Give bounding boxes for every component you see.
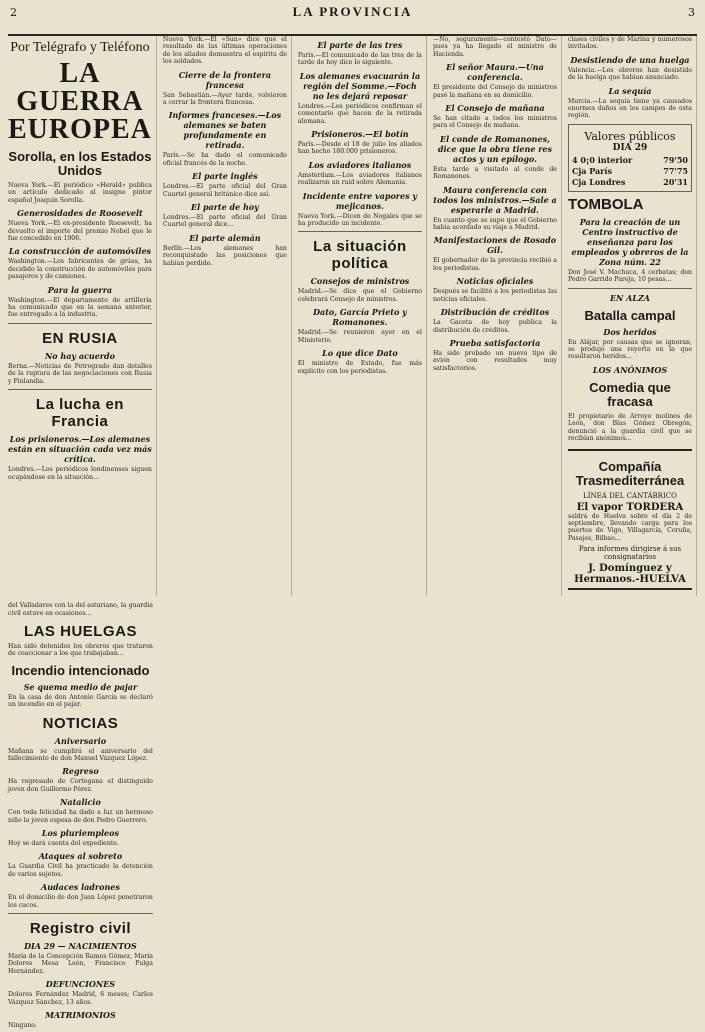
article-body: Nueva York.—El ex-presidente Roosevelt, ha devuelto el importe del premio Nobel que le fue concedido en 1906. xyxy=(8,220,152,243)
divider xyxy=(8,323,152,324)
column-5 xyxy=(568,36,697,596)
article-subhead: La sequía xyxy=(608,85,652,96)
article-subhead: Manifestaciones de Rosado Gil. xyxy=(433,235,557,256)
article-body: En la casa de don Antonio García se declaró un incendio en el pajar. xyxy=(8,693,153,709)
article-body: El propietario de Arroyo molinos de León, don Blas Gómez Obregón, denunció a la guardia civil que se recibían anónimos... xyxy=(567,412,692,443)
ad-company: Compañía Trasmediterránea xyxy=(575,458,685,488)
article-subhead: Se quema medio de pajar xyxy=(23,681,138,692)
article-body: Londres.—Los periódicos confirman el comentario que hacen de la retirada alemana. xyxy=(297,102,422,125)
section-heading: La situación política xyxy=(313,238,407,273)
article-body: Valencia.—Los obreros han desistido de la huelga que habían anunciado. xyxy=(567,66,692,82)
article-subhead: El señor Maura.—Una conferencia. xyxy=(446,62,544,83)
article-body: —No, seguramente—contestó Dato—pues ya ha llegado el ministro de Hacienda. xyxy=(432,36,557,58)
article-subhead: Para la guerra xyxy=(47,284,113,295)
article-body: Washington.—Los fabricantes de grúas, ha decidido la construcción de automóviles para pasajeros y de camiones. xyxy=(8,258,152,281)
article-subhead: Ataques al sobreto xyxy=(38,851,123,862)
valores-title: Valores públicos xyxy=(584,129,676,143)
article-body: Han sido detenidos los obreros que trataron de coaccionar a los que trabajaban... xyxy=(8,642,153,658)
newspaper-title: LA PROVINCIA xyxy=(292,4,413,19)
valores-label: Cja Londres xyxy=(571,176,626,187)
article-subhead: Natalicio xyxy=(60,797,101,808)
article-subhead: Cierre de la frontera francesa xyxy=(178,69,272,90)
article-body: París.—Se ha dado el comunicado oficial francés de la noche. xyxy=(162,152,287,167)
article-body: El ministro de Estado, fue más explícito con los periodistas. xyxy=(297,360,422,375)
article-body: Ha sido probado un nuevo tipo de avión con resultados muy satisfactorios. xyxy=(432,349,557,372)
article-subhead: Incidente entre vapores y mejicanos. xyxy=(302,190,418,211)
section-label: LOS ANÓNIMOS xyxy=(592,364,668,375)
article-body: La Gaceta de hoy publica la distribución de créditos. xyxy=(432,319,557,334)
article-subhead: El conde de Romanones, dice que la obra tiene res actos y un epílogo. xyxy=(437,133,552,164)
article-body: Berna.—Noticias de Petrogrado dan detalles de la ruptura de las negociaciones con Rusia y Finlandia. xyxy=(8,362,152,385)
article-body: del Valladares con la del asturiano, la guardia civil estuvo en ocasiones... xyxy=(8,602,153,617)
article-body: En cuanto que se supo que el Gobierno había acordado su viaje a Madrid. xyxy=(432,216,557,232)
article-subhead: MATRIMONIOS xyxy=(45,1010,116,1021)
section-heading: La lucha en Francia xyxy=(35,396,124,431)
article-subhead: Los alemanes evacuarán la región del Somme.—Foch no les dejará reposar xyxy=(299,70,421,101)
article-subhead: El parte de las tres xyxy=(317,40,403,50)
article-subhead: Los pluriempleos xyxy=(41,828,119,838)
article-subhead: Dato, García Prieto y Romanones. xyxy=(313,307,407,328)
valores-row xyxy=(572,155,688,165)
kicker: Por Telégrafo y Teléfono xyxy=(10,40,150,55)
article-subhead: Distribución de créditos xyxy=(440,307,550,318)
article-body: Dolores Fernández Madrid, 6 meses; Carlos Vázquez Sánchez, 13 años. xyxy=(8,991,153,1006)
valores-row xyxy=(572,166,688,176)
article-subhead: El parte de hoy xyxy=(191,202,259,213)
article-subhead: Generosidades de Roosevelt xyxy=(17,208,143,219)
section-heading: Registro civil xyxy=(29,920,132,938)
divider xyxy=(8,913,153,914)
divider xyxy=(8,389,152,390)
article-subhead: Aniversario xyxy=(54,735,107,746)
article-subhead: Dos heridos xyxy=(603,326,657,337)
article-subhead: El parte alemán xyxy=(189,232,261,243)
article-body: París.—El comunicado de las tres de la tarde de hoy dice lo siguiente. xyxy=(297,52,422,67)
article-subhead: Lo que dice Dato xyxy=(322,348,398,359)
ad-consignee: J. Domínguez y Hermanos.-HUELVA xyxy=(574,563,686,586)
article-body: Después se facilitó a los periodistas las noticias oficiales. xyxy=(432,288,557,303)
section-heading: EN RUSIA xyxy=(42,329,118,347)
column-1 xyxy=(8,36,157,596)
article-body: El presidente del Consejo de ministros pasó la mañana en su domicilio. xyxy=(432,84,557,99)
article-subhead: Informes franceses.—Los alemanes se baten profundamente en retirada. xyxy=(168,110,282,151)
article-subhead: DEFUNCIONES xyxy=(45,979,116,990)
tombola-subtitle: Para la creación de un Centro instructivo de enseñanza para los empleados y obreros de la Zona núm. 22 xyxy=(571,216,689,267)
ad-vessel: El vapor TORDERA xyxy=(576,501,684,513)
article-subhead: DIA 29 — NACIMIENTOS xyxy=(24,941,137,952)
article-body: San Sebastián.—Ayer tarde, volvieron a cerrar la frontera francesa. xyxy=(162,91,287,107)
article-body: Londres.—El parte oficial del Gran Cuartel general dice... xyxy=(162,214,287,229)
article-subhead: Prisioneros.—El botín xyxy=(311,129,409,140)
valores-row xyxy=(572,177,688,187)
column-4 xyxy=(433,36,562,596)
article-body: Madrid.—Se reunieron ayer en el Ministerio. xyxy=(297,329,422,344)
article-subhead: Prueba satisfactoria xyxy=(449,337,541,348)
tombola-title: TOMBOLA xyxy=(567,195,644,213)
valores-box xyxy=(568,124,692,192)
article-body: Nueva York.—Dicen de Nogales que se ha producido un incidente. xyxy=(297,212,422,228)
divider xyxy=(298,231,422,232)
ad-body: saldrá de Huelva sobre el día 2 de septiembre, llevando carga para los puertos de Vigo, Villagarcía, Coruña, Pasajes, Bilbao... xyxy=(567,512,692,542)
article-body: Londres.—El parte oficial del Gran Cuartel general británico dice así. xyxy=(162,183,287,198)
article-headline: Incendio intencionado xyxy=(11,662,150,678)
article-body: En Alájar, por causas que se ignoran, se produjo una reyerta en la que resultaron heridos... xyxy=(567,338,692,361)
valores-label: 4 0¡0 interior xyxy=(571,154,633,165)
shipping-ad xyxy=(568,449,692,591)
article-subhead: Audaces ladrones xyxy=(41,882,120,893)
article-subhead: Los prisioneros.—Los alemanes están en situación cada vez más crítica. xyxy=(8,434,152,465)
valores-value: 20'31 xyxy=(663,176,688,187)
article-headline: Batalla campal xyxy=(584,307,676,323)
article-body: Se han citado a todos los ministros para el Consejo de mañana. xyxy=(432,115,557,130)
article-body: En el domicilio de don Juan López penetraron los cacos. xyxy=(8,894,153,909)
section-heading: NOTICIAS xyxy=(42,714,119,732)
valores-value: 77'75 xyxy=(663,165,688,176)
article-subhead: Consejos de ministros xyxy=(310,276,410,287)
article-subhead: El Consejo de mañana xyxy=(445,103,545,114)
article-body: Ninguno. xyxy=(8,1022,37,1030)
article-body: Madrid.—Se dice que el Gobierno celebrará Consejo de ministros. xyxy=(297,288,422,303)
article-body: Con toda felicidad ha dado a luz un hermoso niño la joven esposa de don Pedro Guerrero. xyxy=(8,809,153,824)
article-body: Nueva York.—El periódico «Herald» publica un artículo dedicado al insigne pintor español Joaquín Sorolla. xyxy=(8,182,152,204)
article-body: La Guardia Civil ha practicado la detención de varios sujetos. xyxy=(8,863,153,878)
article-subhead: Noticias oficiales xyxy=(456,276,534,287)
page-number-right: 3 xyxy=(688,6,695,19)
tombola-body: Don José V. Machuca, 4 cerbatas; don Pedro Garrido Pareja, 10 pesas... xyxy=(567,268,692,284)
masthead xyxy=(8,4,697,36)
article-body: Ha regresado de Cortegana el distinguido joven don Guillermo Pérez. xyxy=(8,778,153,793)
article-body: Hoy se dará cuenta del expediente. xyxy=(8,840,119,847)
article-subhead: No hay acuerdo xyxy=(44,350,115,361)
article-body: Esta tarde a visitado al conde de Romanones. xyxy=(432,165,557,181)
article-subhead: Maura conferencia con todos los ministros.—Sale a esperarle a Madrid. xyxy=(433,184,557,215)
article-body: Mañana se cumplirá el aniversario del fallecimiento de don Manuel Vázquez López. xyxy=(8,747,153,762)
article-body: Washington.—El departamento de artillería ha comunicado que en la semana anterior, fue entregado a la industria. xyxy=(8,296,152,319)
valores-label: Cja París xyxy=(571,165,612,176)
article-body: El gobernador de la provincia recibió a los periodistas. xyxy=(432,257,557,272)
divider xyxy=(568,288,692,289)
article-subhead: Desistiendo de una huelga xyxy=(570,54,690,65)
section-heading: LAS HUELGAS xyxy=(23,622,137,640)
article-subhead: La construcción de automóviles xyxy=(8,246,152,257)
article-headline: Sorolla, en los Estados Unidos xyxy=(8,149,152,178)
ad-line: LÍNEA DEL CANTÁBRICO xyxy=(583,491,677,500)
article-body: Berlín.—Los alemanes han reconquistado las posiciones que habían perdido. xyxy=(162,244,287,267)
valores-value: 79'50 xyxy=(663,154,688,165)
article-subhead: Regreso xyxy=(62,766,99,777)
article-body: Nueva York.—El «Sun» dice que el resultado de las últimas operaciones de los aliados demuestra el espíritu de los soldados. xyxy=(162,36,287,66)
column-3 xyxy=(298,36,427,596)
article-subhead: El parte inglés xyxy=(192,171,258,182)
article-headline: Comedia que fracasa xyxy=(589,379,671,409)
article-body: María de la Concepción Ramos Gómez, María Dolores Mesa León, Francisco Pulga Hernández. xyxy=(8,953,153,975)
column-6 xyxy=(8,602,157,1032)
article-body: clases civiles y de Marina y numerosos invitados. xyxy=(567,36,692,51)
article-subhead: Los aviadores italianos xyxy=(308,159,412,170)
article-body: Amsterdam.—Los aviadores italianos realizaron un raid sobre Alemania. xyxy=(297,171,422,187)
main-headline: LA GUERRA EUROPEA xyxy=(8,58,152,145)
article-body: París.—Desde el 18 de julio los aliados han hecho 180.000 prisioneros. xyxy=(297,141,422,156)
section-label: EN ALZA xyxy=(609,292,651,303)
article-body: Londres.—Los periódicos londinenses siguen ocupándose en la situación... xyxy=(8,466,152,481)
valores-date: DIA 29 xyxy=(612,142,648,153)
page-number-left: 2 xyxy=(10,6,17,19)
ad-info: Para informes dirigirse á sus consignatarios xyxy=(578,545,682,562)
column-2 xyxy=(163,36,292,596)
article-body: Murcia.—La sequía tiene ya causados enormes daños en los campos de esta región. xyxy=(567,97,692,120)
